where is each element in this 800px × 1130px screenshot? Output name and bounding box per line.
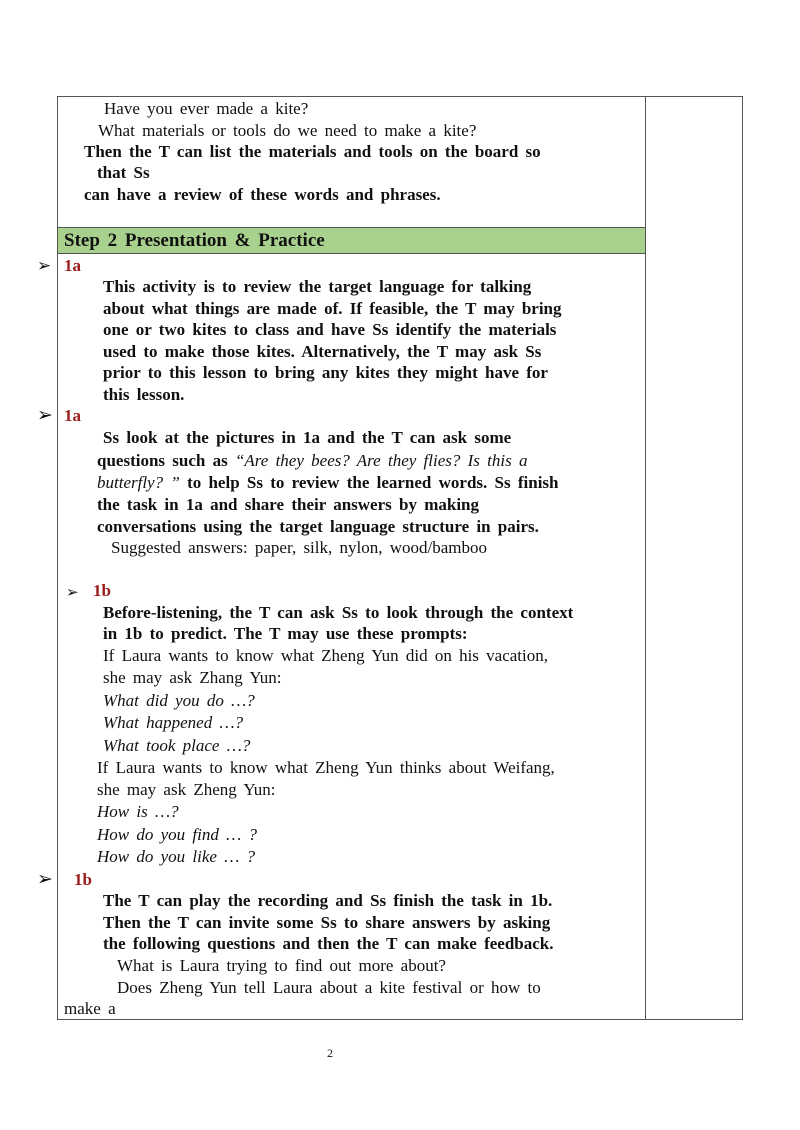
section-label-1b: 1b	[93, 581, 111, 600]
section1-line: one or two kites to class and have Ss identify the materials	[103, 320, 557, 339]
page-number: 2	[327, 1046, 333, 1060]
section2-example: “Are they bees? Are they flies? Is this a	[234, 451, 528, 470]
column-divider	[645, 96, 646, 1020]
prompt-question: What did you do …?	[103, 691, 255, 710]
bullet-arrow-icon: ➢	[66, 583, 79, 601]
section3-line: Before-listening, the T can ask Ss to look through the context	[103, 603, 574, 622]
section2-line	[97, 472, 559, 494]
section4-line: Does Zheng Yun tell Laura about a kite festival or how to	[117, 978, 541, 997]
prompt-question: How do you like … ?	[97, 847, 256, 866]
section3-line: If Laura wants to know what Zheng Yun did on his vacation,	[103, 646, 549, 665]
header-divider	[57, 253, 646, 254]
intro-question-2: What materials or tools do we need to make a kite?	[98, 121, 477, 140]
section2-example: butterfly? ”	[97, 473, 180, 492]
section4-line: The T can play the recording and Ss finish the task in 1b.	[103, 891, 553, 910]
section4-line: the following questions and then the T can make feedback.	[103, 934, 554, 953]
section3-line: she may ask Zhang Yun:	[103, 668, 282, 687]
prompt-question: How is …?	[97, 802, 179, 821]
section3-line: If Laura wants to know what Zheng Yun thinks about Weifang,	[97, 758, 555, 777]
section1-line: used to make those kites. Alternatively, the T may ask Ss	[103, 342, 542, 361]
section-label-1a: 1a	[64, 406, 81, 425]
prompt-question: What happened …?	[103, 713, 244, 732]
bullet-arrow-icon: ➢	[37, 404, 53, 426]
intro-text-2: that Ss	[97, 163, 150, 182]
section4-line: Then the T can invite some Ss to share answers by asking	[103, 913, 551, 932]
section3-line: she may ask Zheng Yun:	[97, 780, 276, 799]
intro-text-1: Then the T can list the materials and tools on the board so	[84, 142, 541, 161]
section3-line: in 1b to predict. The T may use these prompts:	[103, 624, 468, 643]
section2-line: conversations using the target language structure in pairs.	[97, 517, 539, 536]
section1-line: this lesson.	[103, 385, 185, 404]
bullet-arrow-icon: ➢	[37, 256, 52, 276]
prompt-question: What took place …?	[103, 736, 251, 755]
section2-text: to help Ss to review the learned words. Ss finish	[187, 473, 559, 492]
section1-line: This activity is to review the target language for talking	[103, 277, 532, 296]
section2-line: the task in 1a and share their answers by making	[97, 495, 480, 514]
section2-line	[97, 450, 527, 472]
section2-text: questions such as	[97, 451, 228, 470]
section2-line: Ss look at the pictures in 1a and the T can ask some	[103, 428, 512, 447]
step-header: Step 2 Presentation & Practice	[58, 228, 645, 253]
intro-text-3: can have a review of these words and phrases.	[84, 185, 441, 204]
section4-line: make a	[64, 999, 116, 1018]
section-label-1a: 1a	[64, 256, 81, 275]
section-label-1b: 1b	[74, 870, 92, 889]
section1-line: about what things are made of. If feasible, the T may bring	[103, 299, 562, 318]
bullet-arrow-icon: ➢	[37, 868, 53, 890]
intro-question-1: Have you ever made a kite?	[104, 99, 309, 118]
prompt-question: How do you find … ?	[97, 825, 257, 844]
section1-line: prior to this lesson to bring any kites they might have for	[103, 363, 548, 382]
section4-line: What is Laura trying to find out more about?	[117, 956, 446, 975]
suggested-answers: Suggested answers: paper, silk, nylon, wood/bamboo	[111, 538, 487, 557]
